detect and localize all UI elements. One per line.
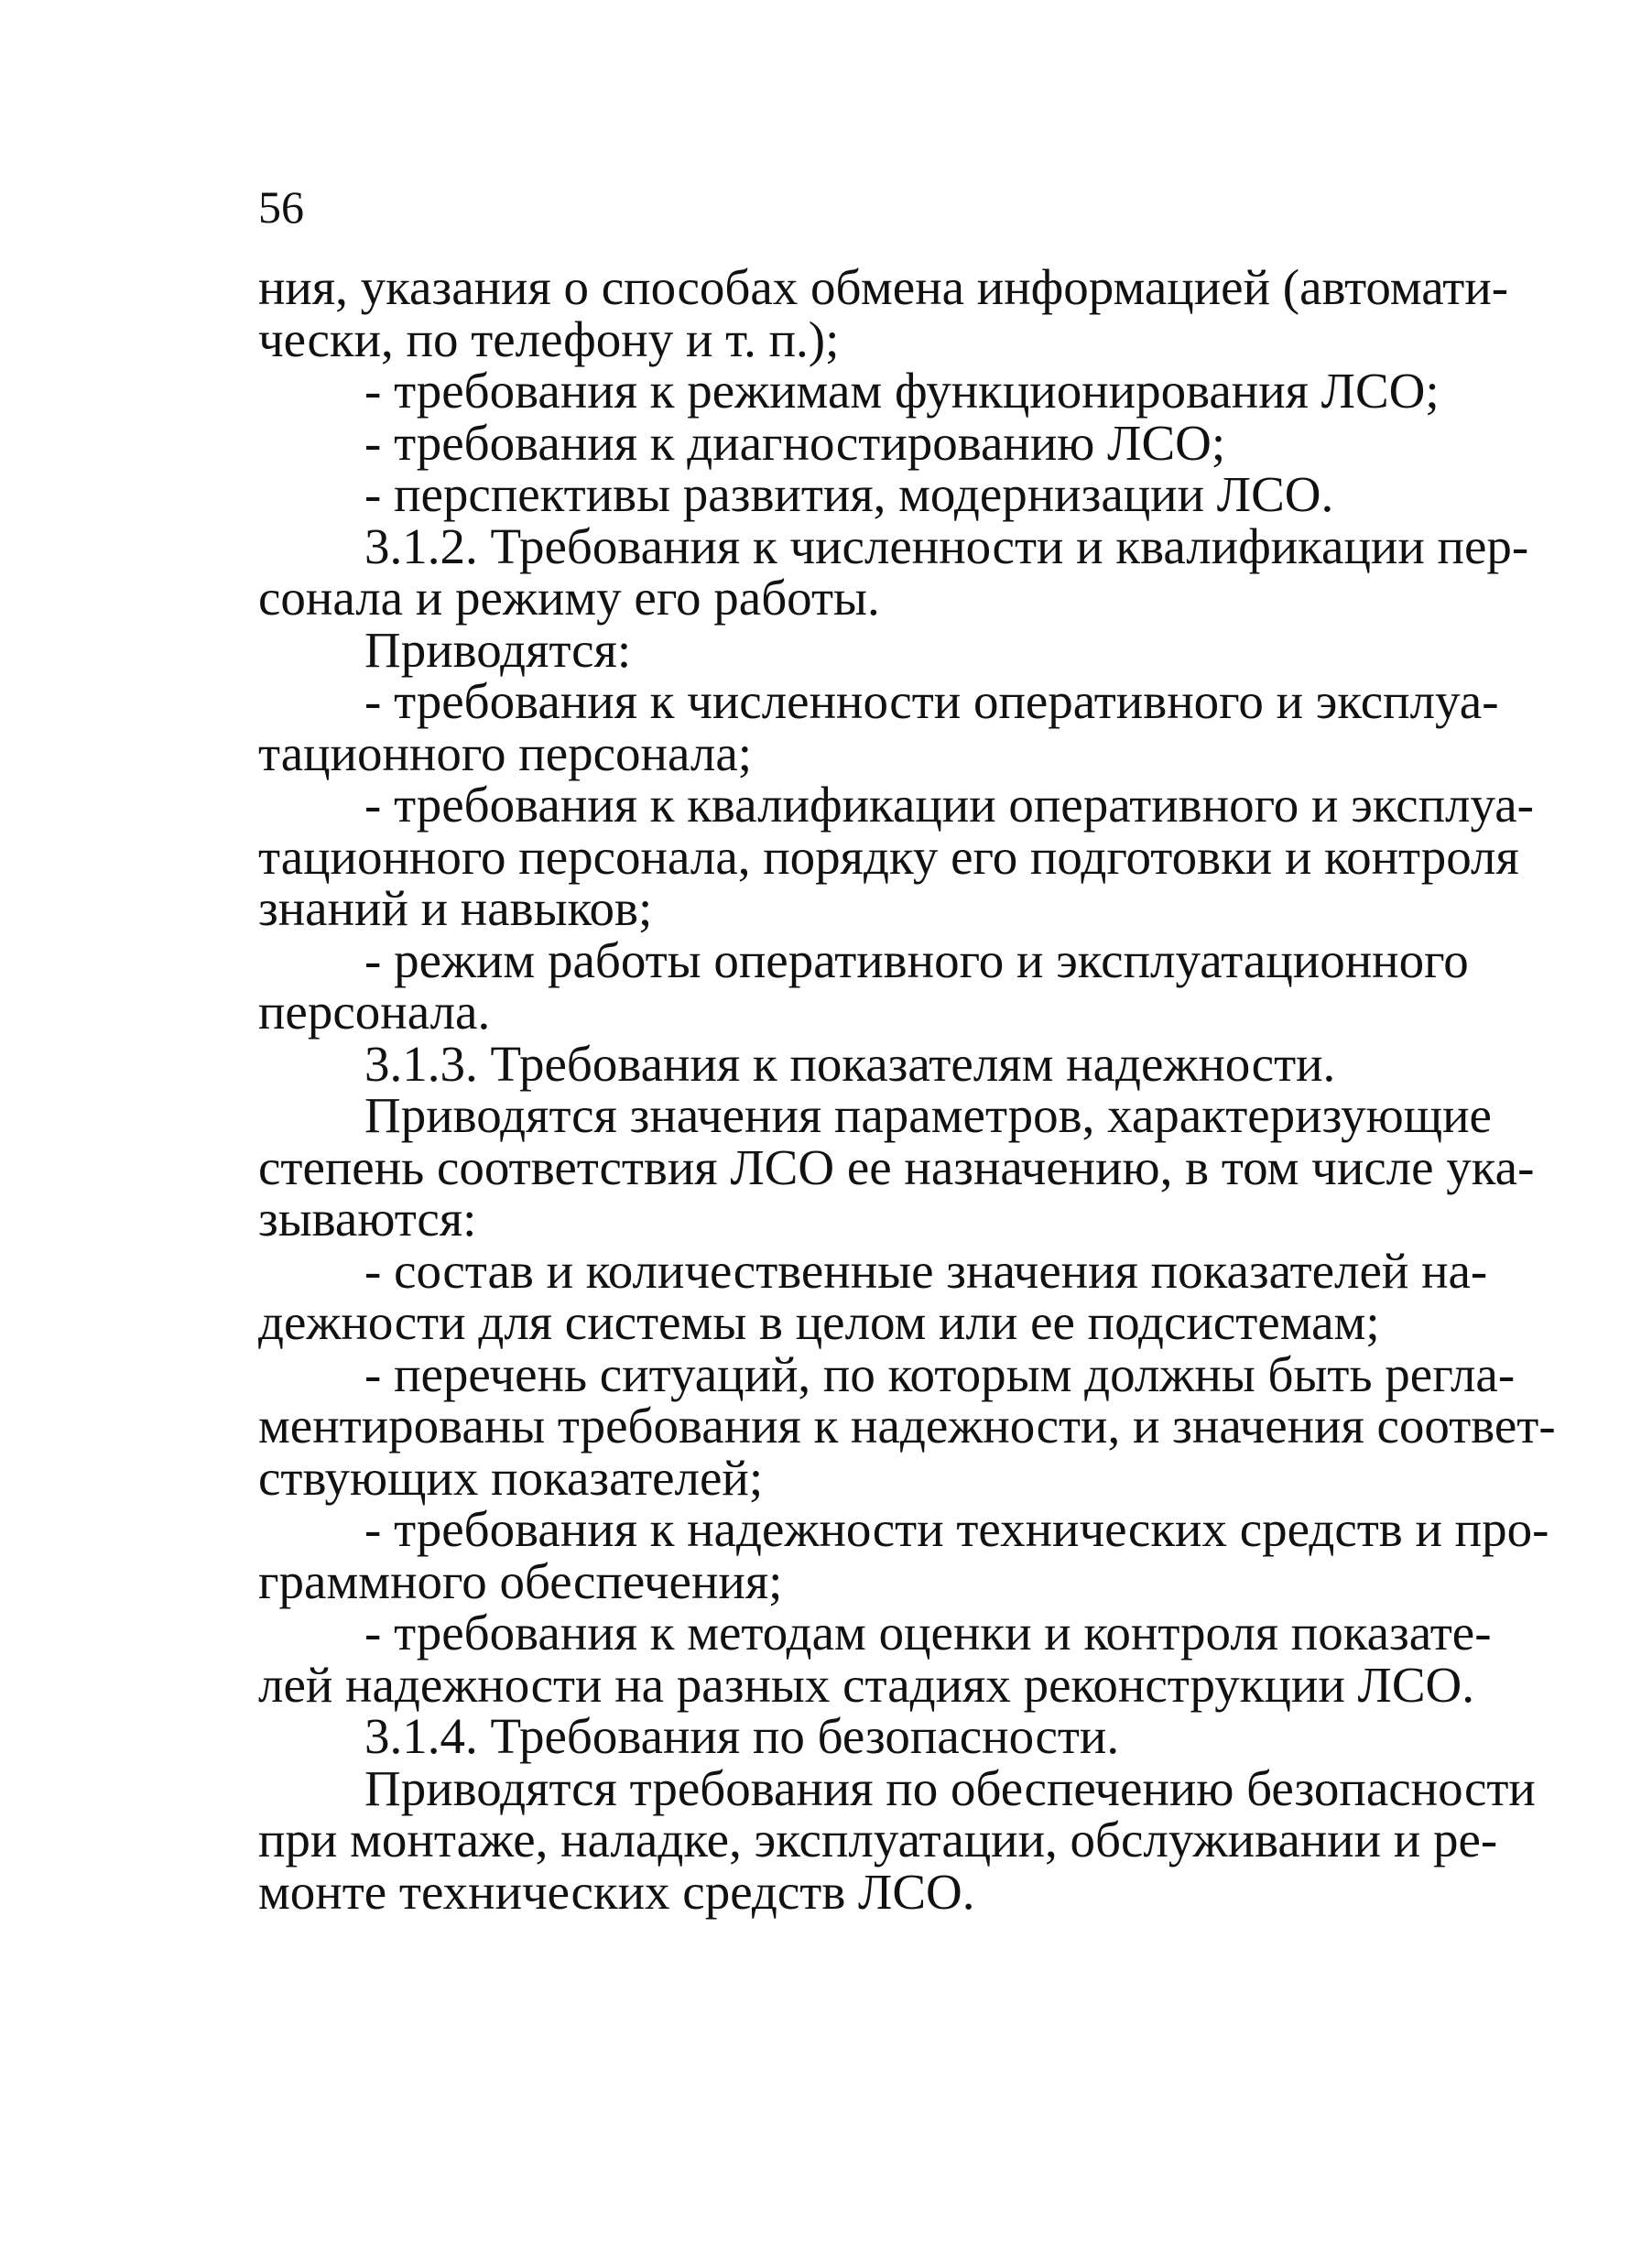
- text-line: ния, указания о способах обмена информацией (автомати-: [258, 259, 1509, 315]
- text-line: Приводятся:: [364, 621, 632, 678]
- text-line: граммного обеспечения;: [258, 1552, 783, 1609]
- text-line: Приводятся значения параметров, характеризующие: [364, 1087, 1492, 1143]
- text-line: - режим работы оперативного и эксплуатационного: [364, 931, 1469, 988]
- text-line: степень соответствия ЛСО ее назначению, в том числе ука-: [258, 1138, 1535, 1195]
- text-line: зываются:: [258, 1191, 477, 1247]
- text-line: - требования к численности оперативного и эксплуа-: [364, 673, 1499, 729]
- text-line: тационного персонала;: [258, 724, 753, 781]
- text-line: сонала и режиму его работы.: [258, 570, 880, 626]
- text-line: Приводятся требования по обеспечению безопасности: [364, 1759, 1536, 1816]
- text-line: - требования к методам оценки и контроля показате-: [364, 1605, 1492, 1660]
- text-line: - перечень ситуаций, по которым должны быть регла-: [364, 1345, 1516, 1402]
- text-line: лей надежности на разных стадиях реконструкции ЛСО.: [258, 1656, 1474, 1713]
- text-line: ствующих показателей;: [258, 1449, 764, 1506]
- text-line: 3.1.3. Требования к показателям надежности.: [364, 1035, 1336, 1092]
- text-line: ментированы требования к надежности, и значения соответ-: [258, 1398, 1556, 1454]
- body-text: [258, 259, 1556, 1920]
- text-line: 3.1.2. Требования к численности и квалификации пер-: [364, 517, 1529, 574]
- text-line: дежности для системы в целом или ее подсистемам;: [258, 1294, 1380, 1350]
- text-line: - требования к диагностированию ЛСО;: [364, 414, 1226, 471]
- text-line: - требования к квалификации оперативного и эксплуа-: [364, 777, 1534, 833]
- text-line: - требования к режимам функционирования ЛСО;: [364, 363, 1440, 419]
- text-line: - требования к надежности технических средств и про-: [364, 1501, 1549, 1557]
- page-number: 56: [258, 181, 304, 233]
- text-line: - состав и количественные значения показателей на-: [364, 1242, 1488, 1299]
- text-line: знаний и навыков;: [258, 880, 653, 936]
- text-line: тационного персонала, порядку его подготовки и контроля: [258, 828, 1519, 885]
- text-line: - перспективы развития, модернизации ЛСО.: [364, 466, 1334, 522]
- text-line: 3.1.4. Требования по безопасности.: [364, 1708, 1120, 1764]
- text-line: персонала.: [258, 984, 491, 1040]
- text-line: при монтаже, наладке, эксплуатации, обслуживании и ре-: [258, 1812, 1498, 1867]
- text-line: чески, по телефону и т. п.);: [258, 310, 840, 367]
- text-line: монте технических средств ЛСО.: [258, 1863, 975, 1920]
